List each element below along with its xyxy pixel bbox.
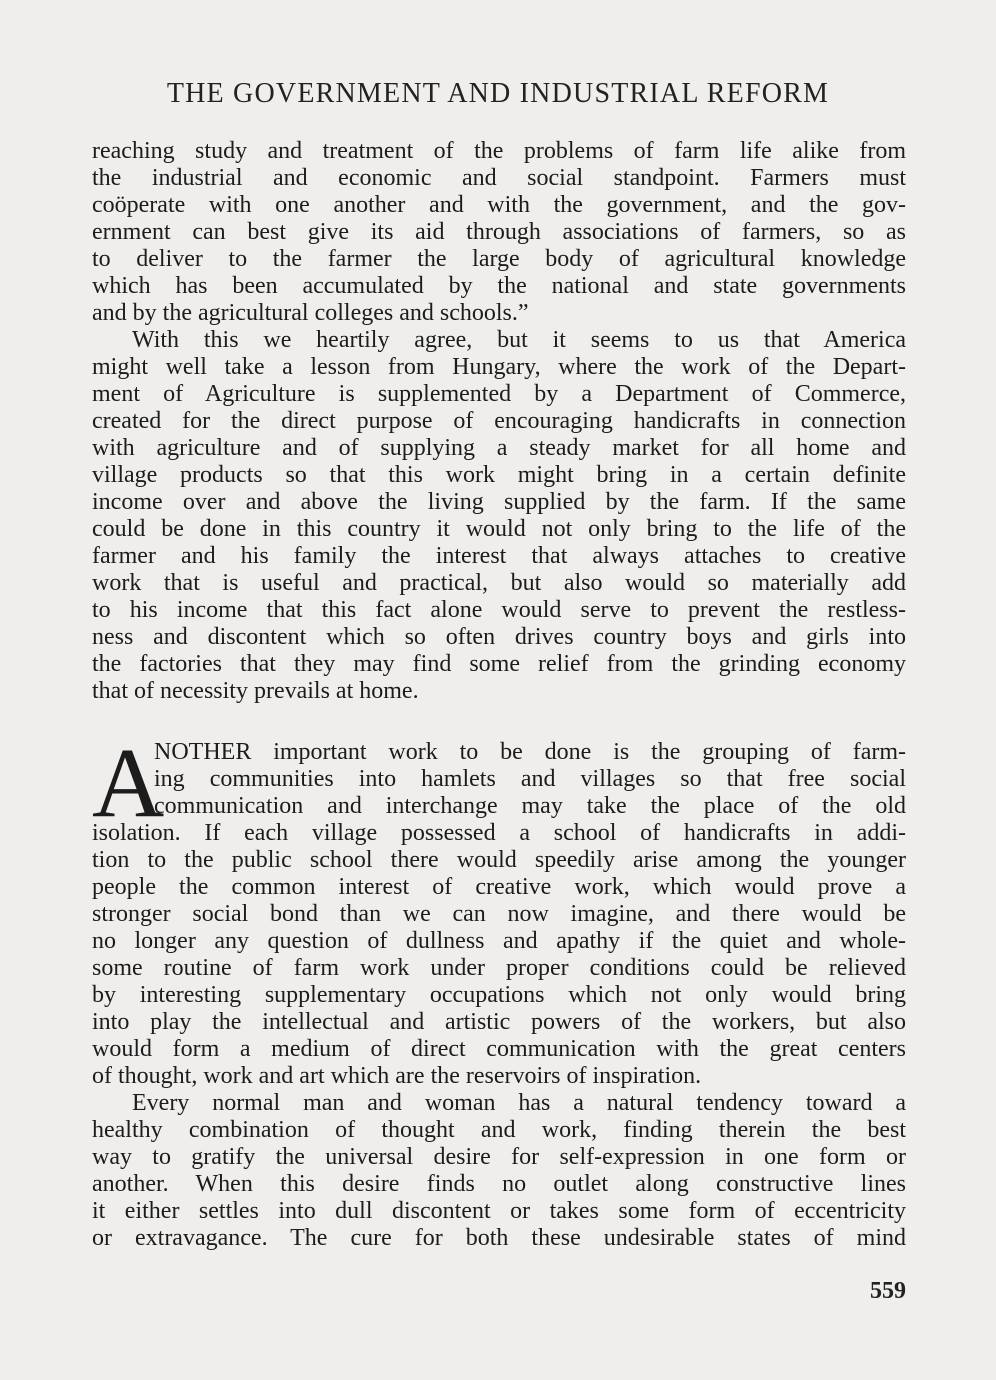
text-line: healthy combination of thought and work, finding therein the best bbox=[92, 1117, 906, 1143]
text-line: ness and discontent which so often drives country boys and girls into bbox=[92, 624, 906, 650]
text-line: into play the intellectual and artistic powers of the workers, but also bbox=[92, 1009, 906, 1035]
text-line: to deliver to the farmer the large body of agricultural knowledge bbox=[92, 246, 906, 272]
text-line: stronger social bond than we can now imagine, and there would be bbox=[92, 901, 906, 927]
text-line: farmer and his family the interest that always attaches to creative bbox=[92, 543, 906, 569]
text-line: With this we heartily agree, but it seems to us that America bbox=[132, 327, 906, 353]
text-line: people the common interest of creative work, which would prove a bbox=[92, 874, 906, 900]
section-break bbox=[92, 705, 906, 739]
text-line: the factories that they may find some relief from the grinding economy bbox=[92, 651, 906, 677]
text-line: by interesting supplementary occupations which not only would bring bbox=[92, 982, 906, 1008]
text-line: to his income that this fact alone would serve to prevent the restless- bbox=[92, 597, 906, 623]
text-line: of thought, work and art which are the reservoirs of inspiration. bbox=[92, 1063, 702, 1089]
text-line: created for the direct purpose of encouraging handicrafts in connection bbox=[92, 408, 906, 434]
text-line: or extravagance. The cure for both these undesirable states of mind bbox=[92, 1225, 906, 1251]
text-line: which has been accumulated by the national and state governments bbox=[92, 273, 906, 299]
text-line: would form a medium of direct communication with the great centers bbox=[92, 1036, 906, 1062]
text-line: ernment can best give its aid through associations of farmers, so as bbox=[92, 219, 906, 245]
text-line: ment of Agriculture is supplemented by a Department of Commerce, bbox=[92, 381, 906, 407]
text-line: tion to the public school there would speedily arise among the younger bbox=[92, 847, 906, 873]
text-line: and by the agricultural colleges and schools.” bbox=[92, 300, 529, 326]
text-line: NOTHER important work to be done is the grouping of farm- bbox=[154, 739, 906, 765]
text-line: work that is useful and practical, but also would so materially add bbox=[92, 570, 906, 596]
paragraph-2 bbox=[92, 327, 906, 705]
text-line: the industrial and economic and social standpoint. Farmers must bbox=[92, 165, 906, 191]
text-line: way to gratify the universal desire for self-expression in one form or bbox=[92, 1144, 906, 1170]
paragraph-1 bbox=[92, 138, 906, 327]
text-line: Every normal man and woman has a natural tendency toward a bbox=[132, 1090, 906, 1116]
paragraph-3 bbox=[92, 727, 906, 1090]
running-title: THE GOVERNMENT AND INDUSTRIAL REFORM bbox=[166, 78, 830, 109]
text-line: with agriculture and of supplying a steady market for all home and bbox=[92, 435, 906, 461]
paragraph-4 bbox=[92, 1090, 906, 1252]
page-number: 559 bbox=[870, 1278, 906, 1304]
text-line: communication and interchange may take the place of the old bbox=[154, 793, 906, 819]
text-line: reaching study and treatment of the problems of farm life alike from bbox=[92, 138, 906, 164]
text-line: isolation. If each village possessed a school of handicrafts in addi- bbox=[92, 820, 906, 846]
text-line: income over and above the living supplied by the farm. If the same bbox=[92, 489, 906, 515]
text-line: another. When this desire finds no outlet along constructive lines bbox=[92, 1171, 906, 1197]
body-text bbox=[92, 138, 906, 1252]
text-line: village products so that this work might bring in a certain definite bbox=[92, 462, 906, 488]
text-line: it either settles into dull discontent or takes some form of eccentricity bbox=[92, 1198, 906, 1224]
drop-cap: A bbox=[92, 727, 165, 838]
text-line: no longer any question of dullness and apathy if the quiet and whole- bbox=[92, 928, 906, 954]
text-line: could be done in this country it would not only bring to the life of the bbox=[92, 516, 906, 542]
text-line: might well take a lesson from Hungary, where the work of the Depart- bbox=[92, 354, 906, 380]
text-line: coöperate with one another and with the government, and the gov- bbox=[92, 192, 906, 218]
text-line: some routine of farm work under proper conditions could be relieved bbox=[92, 955, 906, 981]
text-line: ing communities into hamlets and villages so that free social bbox=[154, 766, 906, 792]
text-line: that of necessity prevails at home. bbox=[92, 678, 419, 704]
